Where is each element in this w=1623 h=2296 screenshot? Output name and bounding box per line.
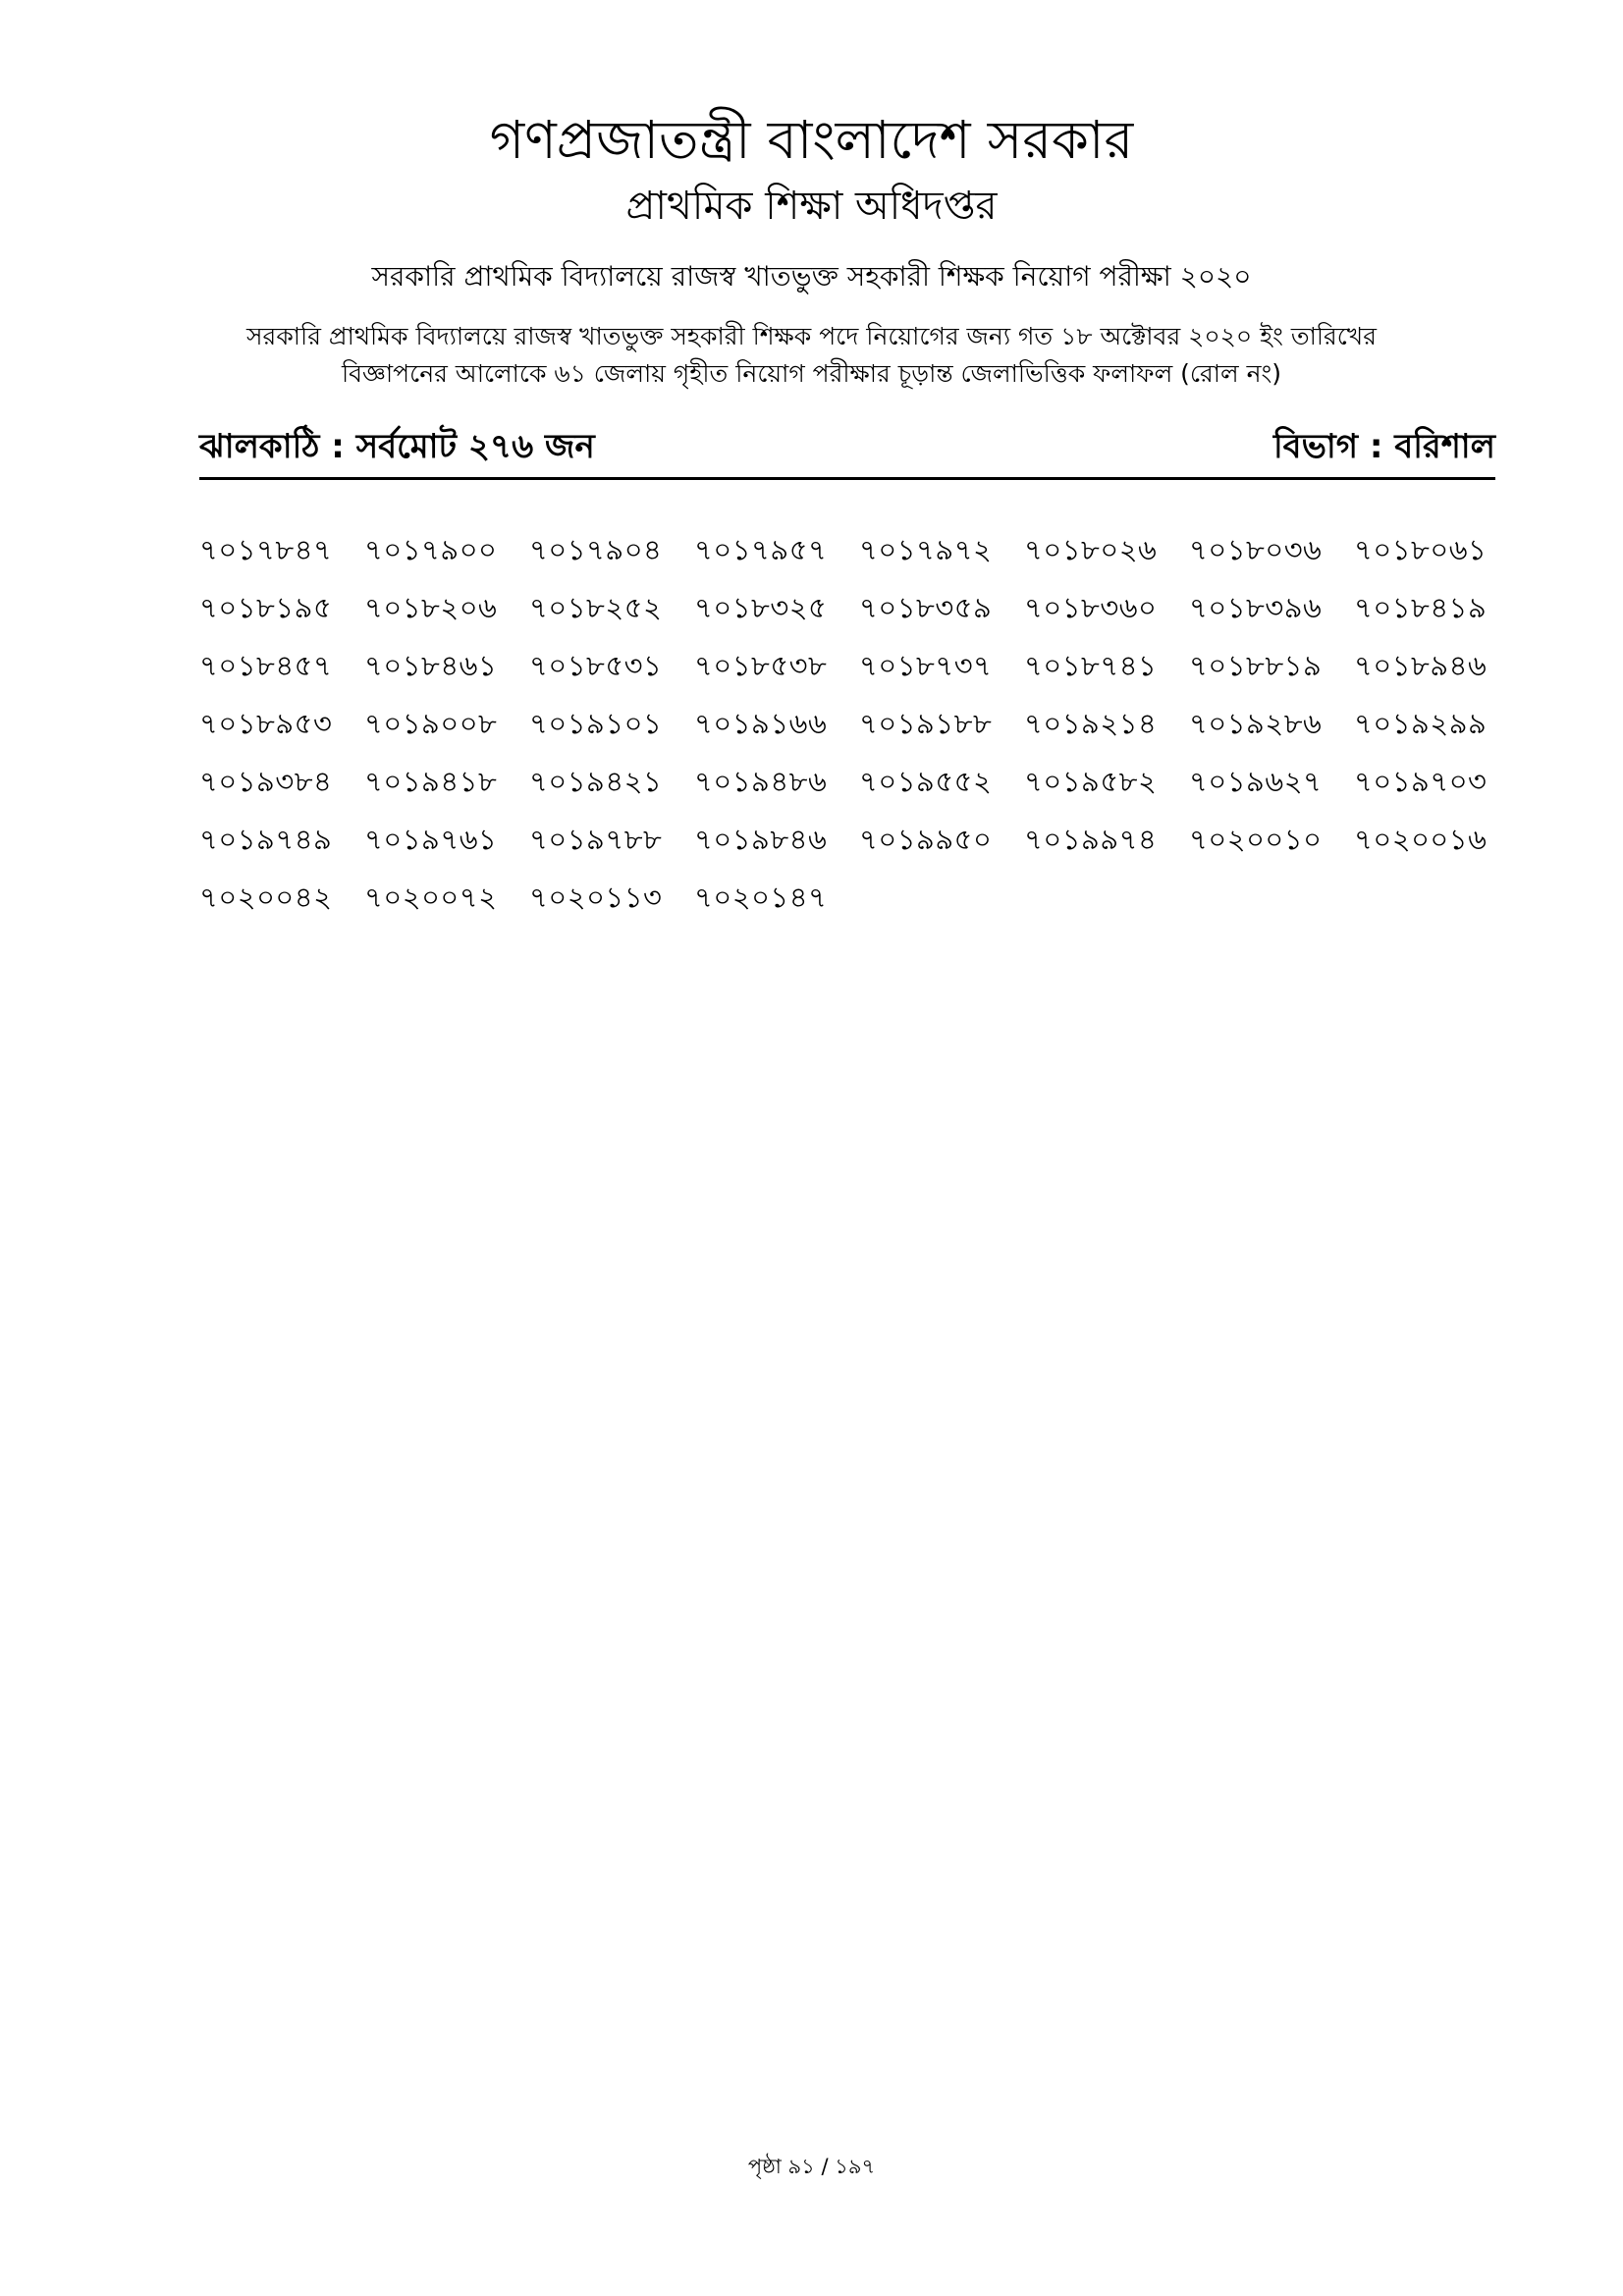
roll-number: ৭০২০০১০ [1189,823,1323,856]
roll-number: ৭০২০১৪৭ [694,881,828,914]
roll-number: ৭০১৯৬২৭ [1189,765,1323,798]
roll-number: ৭০১৯১৮৮ [859,707,993,740]
roll-number: ৭০১৮৪১৯ [1354,591,1488,624]
roll-number: ৭০১৯৯৭৪ [1024,823,1158,856]
roll-number: ৭০১৯৭৬১ [364,823,498,856]
roll-number: ৭০১৯৭০৩ [1354,765,1488,798]
page-number: পৃষ্ঠা ৯১ / ১৯৭ [747,2155,876,2178]
roll-number: ৭০১৯৯৫০ [859,823,993,856]
roll-number: ৭০২০০৭২ [364,881,498,914]
roll-number: ৭০১৮৩২৫ [694,591,828,624]
roll-number: ৭০১৯৮৪৬ [694,823,828,856]
roll-number: ৭০২০১১৩ [529,881,663,914]
result-description [147,318,1476,393]
roll-number: ৭০২০০১৬ [1354,823,1488,856]
roll-number: ৭০১৮০২৬ [1024,533,1158,566]
roll-number: ৭০১৮৮১৯ [1189,649,1323,682]
roll-number: ৭০১৯৪২১ [529,765,663,798]
roll-number: ৭০১৯৫৫২ [859,765,993,798]
roll-number: ৭০১৮৩৯৬ [1189,591,1323,624]
description-line-1: সরকারি প্রাথমিক বিদ্যালয়ে রাজস্ব খাতভুক্ত সহকারী শিক্ষক পদে নিয়োগের জন্য গত ১৮ অক্টোবর ২০২০ ইং তারিখের [246,322,1377,350]
roll-number: ৭০১৮৯৪৬ [1354,649,1488,682]
roll-number: ৭০১৮৭৩৭ [859,649,993,682]
description-line-2: বিজ্ঞাপনের আলোকে ৬১ জেলায় গৃহীত নিয়োগ পরীক্ষার চূড়ান্ত জেলাভিত্তিক ফলাফল (রোল নং) [341,359,1282,388]
exam-title: সরকারি প্রাথমিক বিদ্যালয়ে রাজস্ব খাতভুক্ত সহকারী শিক্ষক নিয়োগ পরীক্ষা ২০২০ [371,260,1252,293]
roll-number: ৭০১৯০০৮ [364,707,498,740]
roll-number: ৭০১৯৭৮৮ [529,823,663,856]
roll-number: ৭০১৯২৯৯ [1354,707,1488,740]
roll-number: ৭০১৯২১৪ [1024,707,1158,740]
roll-number: ৭০১৯২৮৬ [1189,707,1323,740]
roll-number: ৭০১৮৪৬১ [364,649,498,682]
roll-number: ৭০১৮১৯৫ [199,591,333,624]
roll-number: ৭০১৯৪৮৬ [694,765,828,798]
roll-number: ৭০১৯১৬৬ [694,707,828,740]
roll-number: ৭০১৭৯০০ [364,533,498,566]
roll-number: ৭০১৮৫৩১ [529,649,663,682]
roll-number: ৭০১৮০৩৬ [1189,533,1323,566]
roll-number: ৭০১৯৭৪৯ [199,823,333,856]
roll-number: ৭০১৭৯৫৭ [694,533,828,566]
roll-number: ৭০১৮২০৬ [364,591,498,624]
division-label: বিভাগ : বরিশাল [1272,427,1495,466]
roll-number: ৭০১৮৫৩৮ [694,649,828,682]
roll-number: ৭০১৮৭৪১ [1024,649,1158,682]
roll-number: ৭০১৮৪৫৭ [199,649,333,682]
roll-number: ৭০১৮০৬১ [1354,533,1488,566]
roll-number: ৭০১৮২৫২ [529,591,663,624]
roll-number: ৭০১৮৩৫৯ [859,591,993,624]
roll-number: ৭০১৯৪১৮ [364,765,498,798]
district-total-label: ঝালকাঠি : সর্বমোট ২৭৬ জন [199,427,595,466]
roll-number: ৭০১৯৩৮৪ [199,765,333,798]
roll-number: ৭০১৯১০১ [529,707,663,740]
roll-number: ৭০১৯৫৮২ [1024,765,1158,798]
roll-number: ৭০১৭৮৪৭ [199,533,333,566]
roll-number: ৭০১৭৯৭২ [859,533,993,566]
district-header [199,422,1495,480]
roll-number: ৭০২০০৪২ [199,881,333,914]
roll-number: ৭০১৭৯০৪ [529,533,663,566]
department-title: প্রাথমিক শিক্ষা অধিদপ্তর [625,184,998,229]
roll-number: ৭০১৮৩৬০ [1024,591,1158,624]
government-title: গণপ্রজাতন্ত্রী বাংলাদেশ সরকার [489,109,1134,171]
roll-number-grid [199,530,1505,935]
roll-number: ৭০১৮৯৫৩ [199,707,333,740]
